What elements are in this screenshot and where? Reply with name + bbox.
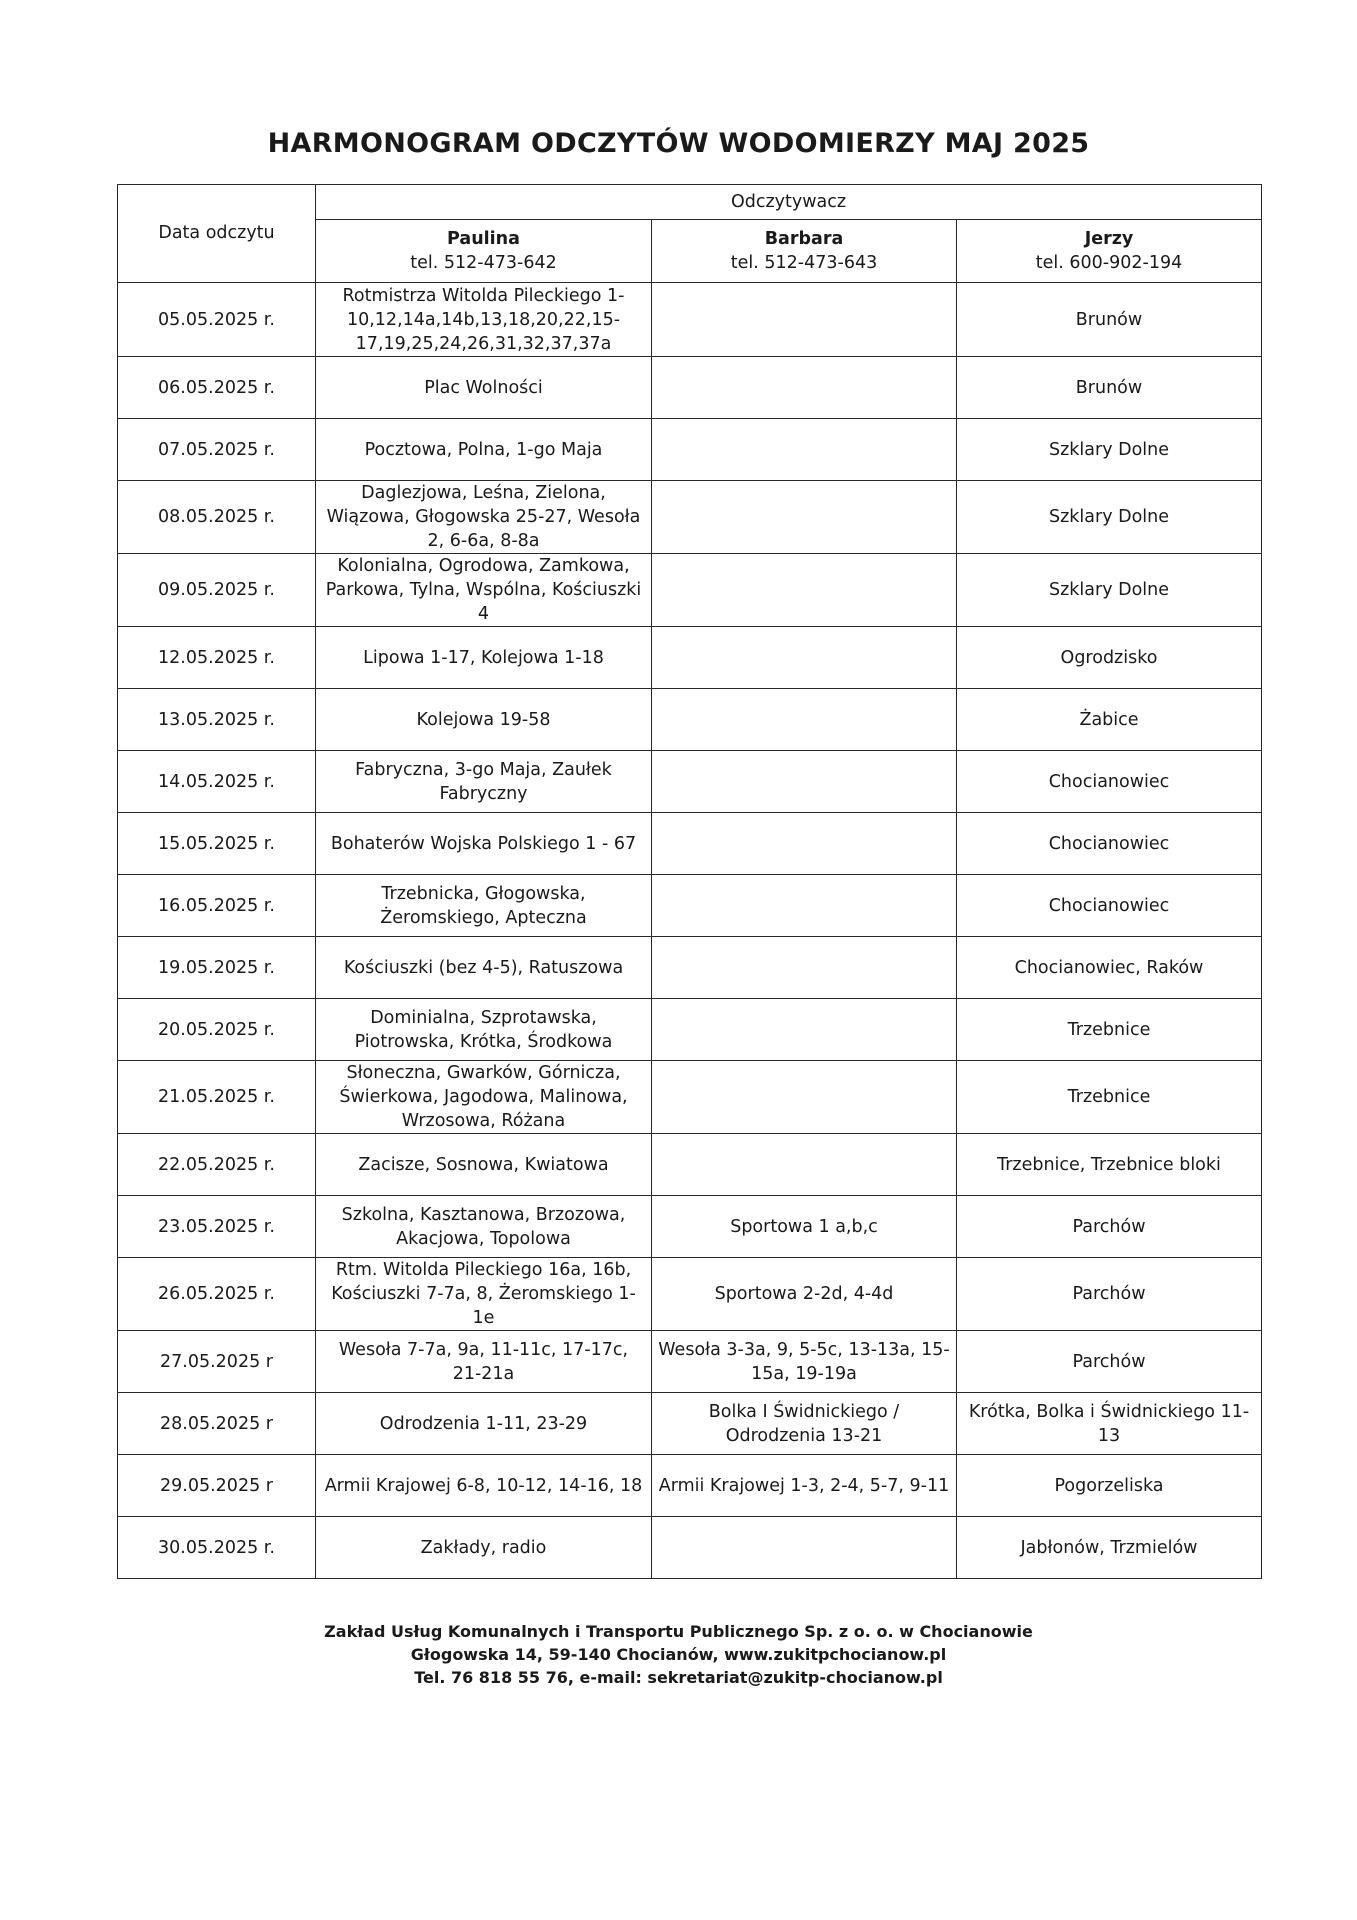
date-cell: 23.05.2025 r. bbox=[118, 1196, 316, 1258]
table-row bbox=[118, 419, 1262, 481]
barbara-cell bbox=[652, 554, 957, 627]
paulina-cell: Słoneczna, Gwarków, Górnicza, Świerkowa, Jagodowa, Malinowa, Wrzosowa, Różana bbox=[316, 1061, 652, 1134]
barbara-cell: Wesoła 3-3a, 9, 5-5c, 13-13a, 15-15a, 19-19a bbox=[652, 1331, 957, 1393]
date-column-header: Data odczytu bbox=[118, 185, 316, 283]
table-row bbox=[118, 1258, 1262, 1331]
table-row bbox=[118, 999, 1262, 1061]
reader-name: Barbara bbox=[764, 229, 844, 249]
jerzy-cell: Żabice bbox=[957, 689, 1262, 751]
table-row bbox=[118, 1331, 1262, 1393]
barbara-cell bbox=[652, 357, 957, 419]
reader-header-barbara bbox=[652, 220, 957, 283]
date-cell: 28.05.2025 r bbox=[118, 1393, 316, 1455]
barbara-cell bbox=[652, 1061, 957, 1134]
paulina-cell: Kościuszki (bez 4-5), Ratuszowa bbox=[316, 937, 652, 999]
table-row bbox=[118, 283, 1262, 357]
jerzy-cell: Jabłonów, Trzmielów bbox=[957, 1517, 1262, 1579]
date-cell: 30.05.2025 r. bbox=[118, 1517, 316, 1579]
jerzy-cell: Pogorzeliska bbox=[957, 1455, 1262, 1517]
table-row bbox=[118, 813, 1262, 875]
paulina-cell: Zacisze, Sosnowa, Kwiatowa bbox=[316, 1134, 652, 1196]
barbara-cell bbox=[652, 627, 957, 689]
reader-phone: tel. 600-902-194 bbox=[1035, 253, 1183, 273]
table-row bbox=[118, 1517, 1262, 1579]
barbara-cell bbox=[652, 999, 957, 1061]
table-row bbox=[118, 627, 1262, 689]
jerzy-cell: Brunów bbox=[957, 357, 1262, 419]
paulina-cell: Trzebnicka, Głogowska, Żeromskiego, Apteczna bbox=[316, 875, 652, 937]
paulina-cell: Dominialna, Szprotawska, Piotrowska, Krótka, Środkowa bbox=[316, 999, 652, 1061]
paulina-cell: Rtm. Witolda Pileckiego 16a, 16b, Kościuszki 7-7a, 8, Żeromskiego 1-1e bbox=[316, 1258, 652, 1331]
table-row bbox=[118, 481, 1262, 554]
barbara-cell: Sportowa 1 a,b,c bbox=[652, 1196, 957, 1258]
reader-phone: tel. 512-473-643 bbox=[730, 253, 878, 273]
date-cell: 19.05.2025 r. bbox=[118, 937, 316, 999]
paulina-cell: Wesoła 7-7a, 9a, 11-11c, 17-17c, 21-21a bbox=[316, 1331, 652, 1393]
date-cell: 09.05.2025 r. bbox=[118, 554, 316, 627]
footer-company-name: Zakład Usług Komunalnych i Transportu Publicznego Sp. z o. o. w Chocianowie bbox=[324, 1622, 1033, 1641]
schedule-table bbox=[117, 184, 1262, 1579]
barbara-cell bbox=[652, 481, 957, 554]
jerzy-cell: Chocianowiec bbox=[957, 813, 1262, 875]
jerzy-cell: Ogrodzisko bbox=[957, 627, 1262, 689]
table-row bbox=[118, 875, 1262, 937]
company-footer bbox=[0, 1620, 1357, 1689]
reader-header-paulina bbox=[316, 220, 652, 283]
date-cell: 26.05.2025 r. bbox=[118, 1258, 316, 1331]
table-row bbox=[118, 1393, 1262, 1455]
date-cell: 22.05.2025 r. bbox=[118, 1134, 316, 1196]
table-row bbox=[118, 1061, 1262, 1134]
table-row bbox=[118, 1196, 1262, 1258]
date-cell: 13.05.2025 r. bbox=[118, 689, 316, 751]
jerzy-cell: Trzebnice bbox=[957, 1061, 1262, 1134]
jerzy-cell: Brunów bbox=[957, 283, 1262, 357]
paulina-cell: Zakłady, radio bbox=[316, 1517, 652, 1579]
barbara-cell: Bolka I Świdnickiego / Odrodzenia 13-21 bbox=[652, 1393, 957, 1455]
table-row bbox=[118, 689, 1262, 751]
jerzy-cell: Parchów bbox=[957, 1258, 1262, 1331]
barbara-cell bbox=[652, 283, 957, 357]
date-cell: 27.05.2025 r bbox=[118, 1331, 316, 1393]
barbara-cell bbox=[652, 689, 957, 751]
jerzy-cell: Trzebnice, Trzebnice bloki bbox=[957, 1134, 1262, 1196]
paulina-cell: Fabryczna, 3-go Maja, Zaułek Fabryczny bbox=[316, 751, 652, 813]
jerzy-cell: Parchów bbox=[957, 1331, 1262, 1393]
barbara-cell bbox=[652, 875, 957, 937]
paulina-cell: Pocztowa, Polna, 1-go Maja bbox=[316, 419, 652, 481]
jerzy-cell: Chocianowiec bbox=[957, 751, 1262, 813]
date-cell: 15.05.2025 r. bbox=[118, 813, 316, 875]
table-row bbox=[118, 554, 1262, 627]
jerzy-cell: Krótka, Bolka i Świdnickiego 11-13 bbox=[957, 1393, 1262, 1455]
jerzy-cell: Trzebnice bbox=[957, 999, 1262, 1061]
table-row bbox=[118, 357, 1262, 419]
barbara-cell bbox=[652, 1517, 957, 1579]
table-row bbox=[118, 1134, 1262, 1196]
reader-header-jerzy bbox=[957, 220, 1262, 283]
jerzy-cell: Chocianowiec, Raków bbox=[957, 937, 1262, 999]
date-cell: 07.05.2025 r. bbox=[118, 419, 316, 481]
jerzy-cell: Szklary Dolne bbox=[957, 419, 1262, 481]
barbara-cell bbox=[652, 813, 957, 875]
paulina-cell: Armii Krajowej 6-8, 10-12, 14-16, 18 bbox=[316, 1455, 652, 1517]
date-cell: 12.05.2025 r. bbox=[118, 627, 316, 689]
document-title: HARMONOGRAM ODCZYTÓW WODOMIERZY MAJ 2025 bbox=[267, 128, 1090, 159]
date-cell: 05.05.2025 r. bbox=[118, 283, 316, 357]
date-cell: 16.05.2025 r. bbox=[118, 875, 316, 937]
date-cell: 20.05.2025 r. bbox=[118, 999, 316, 1061]
paulina-cell: Lipowa 1-17, Kolejowa 1-18 bbox=[316, 627, 652, 689]
paulina-cell: Plac Wolności bbox=[316, 357, 652, 419]
jerzy-cell: Szklary Dolne bbox=[957, 554, 1262, 627]
paulina-cell: Kolejowa 19-58 bbox=[316, 689, 652, 751]
paulina-cell: Kolonialna, Ogrodowa, Zamkowa, Parkowa, Tylna, Wspólna, Kościuszki 4 bbox=[316, 554, 652, 627]
date-cell: 21.05.2025 r. bbox=[118, 1061, 316, 1134]
header-row-top bbox=[118, 185, 1262, 220]
paulina-cell: Odrodzenia 1-11, 23-29 bbox=[316, 1393, 652, 1455]
table-row bbox=[118, 1455, 1262, 1517]
reader-group-header: Odczytywacz bbox=[316, 185, 1262, 220]
barbara-cell: Sportowa 2-2d, 4-4d bbox=[652, 1258, 957, 1331]
paulina-cell: Szkolna, Kasztanowa, Brzozowa, Akacjowa, Topolowa bbox=[316, 1196, 652, 1258]
footer-contact: Tel. 76 818 55 76, e-mail: sekretariat@zukitp-chocianow.pl bbox=[414, 1668, 943, 1687]
barbara-cell bbox=[652, 937, 957, 999]
date-cell: 14.05.2025 r. bbox=[118, 751, 316, 813]
barbara-cell bbox=[652, 1134, 957, 1196]
table-row bbox=[118, 751, 1262, 813]
reader-name: Jerzy bbox=[1084, 229, 1134, 249]
jerzy-cell: Szklary Dolne bbox=[957, 481, 1262, 554]
jerzy-cell: Chocianowiec bbox=[957, 875, 1262, 937]
reader-phone: tel. 512-473-642 bbox=[410, 253, 557, 273]
jerzy-cell: Parchów bbox=[957, 1196, 1262, 1258]
footer-address: Głogowska 14, 59-140 Chocianów, www.zukitpchocianow.pl bbox=[410, 1645, 947, 1664]
reader-name: Paulina bbox=[447, 229, 520, 249]
paulina-cell: Rotmistrza Witolda Pileckiego 1-10,12,14a,14b,13,18,20,22,15-17,19,25,24,26,31,32,37,37a bbox=[316, 283, 652, 357]
paulina-cell: Bohaterów Wojska Polskiego 1 - 67 bbox=[316, 813, 652, 875]
date-cell: 08.05.2025 r. bbox=[118, 481, 316, 554]
barbara-cell bbox=[652, 751, 957, 813]
barbara-cell bbox=[652, 419, 957, 481]
barbara-cell: Armii Krajowej 1-3, 2-4, 5-7, 9-11 bbox=[652, 1455, 957, 1517]
paulina-cell: Daglezjowa, Leśna, Zielona, Wiązowa, Głogowska 25-27, Wesoła 2, 6-6a, 8-8a bbox=[316, 481, 652, 554]
table-row bbox=[118, 937, 1262, 999]
date-cell: 06.05.2025 r. bbox=[118, 357, 316, 419]
date-cell: 29.05.2025 r bbox=[118, 1455, 316, 1517]
